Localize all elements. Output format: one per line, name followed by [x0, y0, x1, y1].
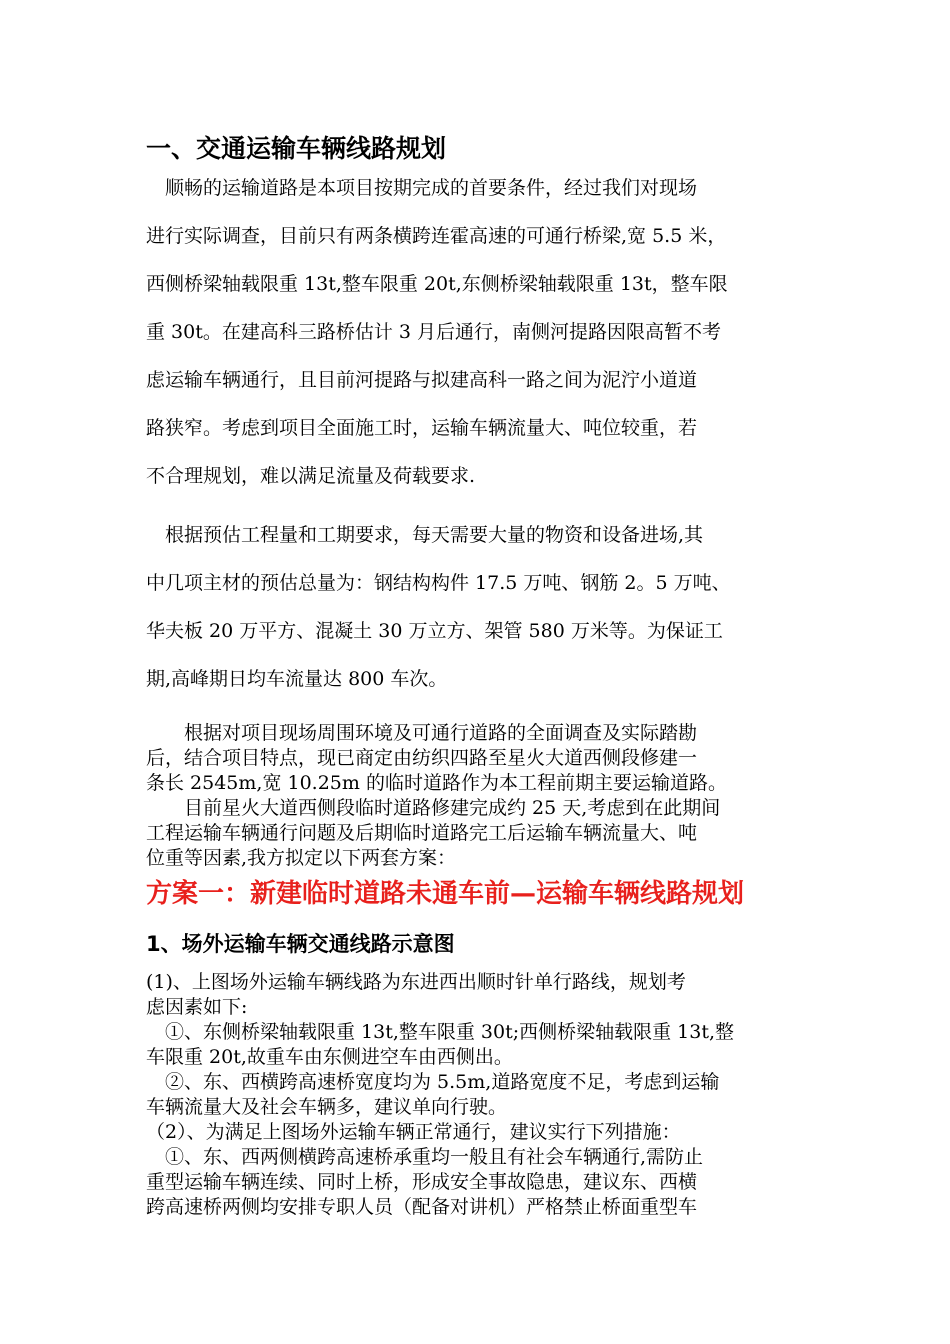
text-line: 重型运输车辆连续、同时上桥，形成安全事故隐患，建议东、西横	[146, 1171, 698, 1193]
text-line: 根据对项目现场周围环境及可通行道路的全面调查及实际踏勘	[146, 722, 698, 744]
text-line: 进行实际调查，目前只有两条横跨连霍高速的可通行桥梁,宽 5.5 米，	[146, 225, 727, 247]
text-line: 车限重 20t,故重车由东侧进空车由西侧出。	[146, 1046, 513, 1068]
text-line: 条长 2545m,宽 10.25m 的临时道路作为本工程前期主要运输道路。	[146, 772, 727, 794]
text-line: ②、东、西横跨高速桥宽度均为 5.5m,道路宽度不足，考虑到运输	[146, 1071, 720, 1093]
text-line: 路狭窄。考虑到项目全面施工时，运输车辆流量大、吨位较重，若	[146, 417, 698, 439]
text-line: 位重等因素,我方拟定以下两套方案：	[146, 847, 457, 869]
text-line: 顺畅的运输道路是本项目按期完成的首要条件，经过我们对现场	[146, 177, 698, 199]
text-line: 根据预估工程量和工期要求，每天需要大量的物资和设备进场,其	[146, 524, 704, 546]
text-line: 虑运输车辆通行，且目前河提路与拟建高科一路之间为泥泞小道道	[146, 369, 698, 391]
paragraph-roads	[146, 164, 806, 500]
text-line: ①、东、西两侧横跨高速桥承重均一般且有社会车辆通行,需防止	[146, 1146, 704, 1168]
text-line: 工程运输车辆通行问题及后期临时道路完工后运输车辆流量大、吨	[146, 822, 698, 844]
text-line: (1)、上图场外运输车辆线路为东进西出顺时针单行路线，规划考	[146, 971, 686, 993]
text-line: 目前星火大道西侧段临时道路修建完成约 25 天,考虑到在此期间	[146, 797, 721, 819]
text-line: 车辆流量大及社会车辆多，建议单向行驶。	[146, 1096, 508, 1118]
text-line: （2）、为满足上图场外运输车辆正常通行，建议实行下列措施：	[146, 1121, 681, 1143]
paragraph-temporary-road	[146, 721, 811, 871]
subsection-heading: 1、场外运输车辆交通线路示意图	[146, 932, 455, 956]
text-line: 期,高峰期日均车流量达 800 车次。	[146, 668, 448, 690]
text-line: 跨高速桥两侧均安排专职人员（配备对讲机）严格禁止桥面重型车	[146, 1196, 698, 1218]
text-line: 虑因素如下:	[146, 996, 248, 1018]
text-line: 重 30t。在建高科三路桥估计 3 月后通行，南侧河提路因限高暂不考	[146, 321, 722, 343]
text-line: 中几项主材的预估总量为：钢结构构件 17.5 万吨、钢筋 2。5 万吨、	[146, 572, 731, 594]
text-line: 西侧桥梁轴载限重 13t,整车限重 20t,东侧桥梁轴载限重 13t，整车限	[146, 273, 728, 295]
text-line: 后，结合项目特点，现已商定由纺织四路至星火大道西侧段修建一	[146, 747, 698, 769]
plan-heading: 方案一：新建临时道路未通车前—运输车辆线路规划	[146, 879, 745, 909]
section-heading: 一、交通运输车辆线路规划	[146, 134, 447, 163]
paragraph-route-measures	[146, 970, 811, 1220]
text-line: 不合理规划，难以满足流量及荷载要求.	[146, 465, 476, 487]
paragraph-materials	[146, 511, 806, 703]
text-line: 华夫板 20 万平方、混凝土 30 万立方、架管 580 万米等。为保证工	[146, 620, 723, 642]
text-line: ①、东侧桥梁轴载限重 13t,整车限重 30t;西侧桥梁轴载限重 13t,整	[146, 1021, 735, 1043]
